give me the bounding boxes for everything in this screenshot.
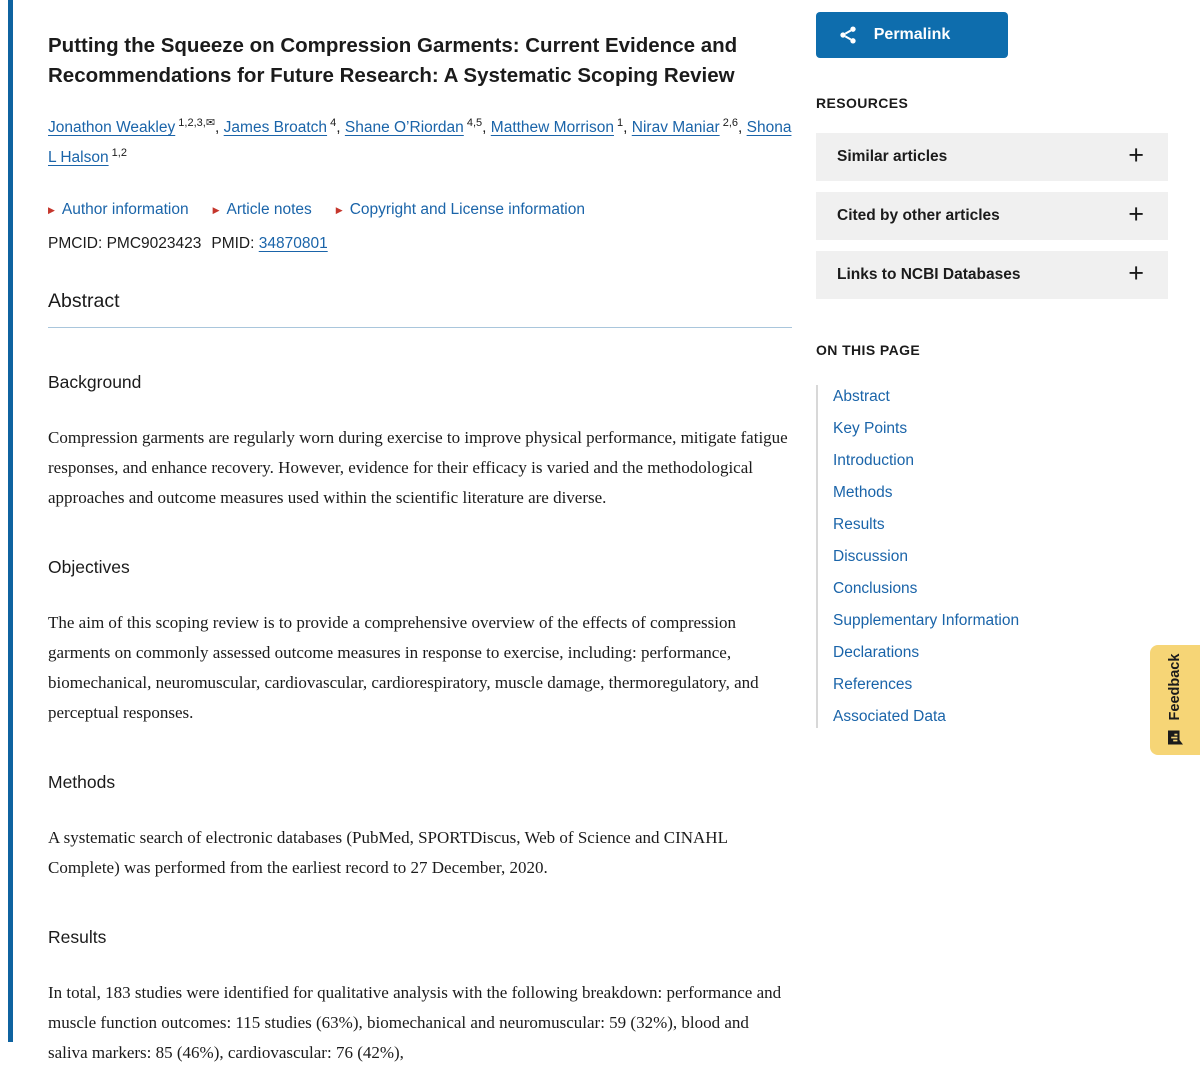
meta-link-author-information[interactable]: [48, 201, 189, 219]
page-accent-bar: [8, 0, 13, 1042]
section-paragraph: The aim of this scoping review is to provide a comprehensive overview of the effects of compression garments on commonly assessed outcome measures in response to exercise, including: performance, biomechanical, neuromuscular, cardiovascular, cardiorespiratory, muscle damage, thermoregulatory, and perceptual responses.: [48, 613, 759, 722]
article-ids: [48, 235, 792, 253]
pmid-link[interactable]: 34870801: [258, 235, 328, 252]
abstract-heading: Abstract: [48, 290, 792, 328]
toc-item: [833, 676, 1168, 694]
accordion-label: Similar articles: [837, 148, 948, 165]
share-icon: [838, 25, 858, 45]
author-list: Jonathon Weakley $^{1,2,3,✉}$, James Broatch $^4$, Shane O’Riordan $^{4,5}$, Matthew Morrison $^1$, Nirav Maniar $^{2,6}$, Shona L Halson $^{1,2}$: [48, 116, 792, 166]
plus-icon: +: [1128, 199, 1144, 229]
accordion-label: Cited by other articles: [837, 207, 1000, 224]
toc-list: [816, 385, 1168, 728]
author-link-jonathon-weakley[interactable]: Jonathon Weakley: [48, 119, 176, 136]
accordion-links-to-ncbi-databases[interactable]: [816, 251, 1168, 299]
page-title: Putting the Squeeze on Compression Garments: Current Evidence and Recommendations for Future Research: A Systematic Scoping Review: [48, 34, 738, 87]
toc-item: [833, 644, 1168, 662]
on-this-page-heading: ON THIS PAGE: [816, 342, 921, 358]
resources-heading: RESOURCES: [816, 95, 909, 111]
author-link-shane-o-riordan[interactable]: Shane O’Riordan: [344, 119, 464, 136]
toc-item: [833, 516, 1168, 534]
permalink-label: Permalink: [873, 26, 951, 43]
toc-link-declarations[interactable]: Declarations: [833, 644, 920, 661]
toc-item: [833, 612, 1168, 630]
author-superscript: 4,5: [463, 116, 483, 129]
accordion-label: Links to NCBI Databases: [837, 266, 1021, 283]
meta-link-article-notes[interactable]: [213, 201, 312, 219]
accordion-similar-articles[interactable]: [816, 133, 1168, 181]
section-heading-results: Results: [48, 927, 107, 947]
toc-link-introduction[interactable]: Introduction: [833, 452, 914, 469]
author-superscript: 2,6: [719, 116, 738, 129]
triangle-icon: ▶: [48, 204, 55, 215]
meta-links: [48, 201, 792, 219]
accordion-cited-by-other-articles[interactable]: [816, 192, 1168, 240]
feedback-inner: [1150, 645, 1200, 755]
permalink-button[interactable]: [816, 12, 1008, 58]
feedback-icon: [1167, 729, 1184, 746]
author-link-shona-l-halson[interactable]: Shona L Halson: [48, 119, 792, 166]
section-paragraph: A systematic search of electronic databases (PubMed, SPORTDiscus, Web of Science and CINAHL Complete) was performed from the earliest record to 27 December, 2020.: [48, 828, 728, 877]
toc-item: [833, 548, 1168, 566]
resources-accordions: [816, 133, 1168, 299]
triangle-icon: ▶: [212, 204, 220, 215]
feedback-label: Feedback: [1167, 653, 1183, 721]
article-main: [48, 0, 792, 1068]
triangle-icon: ▶: [335, 204, 343, 215]
toc-link-supplementary-information[interactable]: Supplementary Information: [833, 612, 1020, 629]
section-heading-objectives: Objectives: [48, 557, 130, 577]
pmcid-value: PMC9023423: [106, 235, 202, 252]
toc-link-key-points[interactable]: Key Points: [833, 420, 908, 437]
meta-link-text: Author information: [61, 201, 189, 218]
plus-icon: +: [1128, 258, 1144, 288]
meta-link-text: Article notes: [226, 201, 312, 218]
meta-link-text: Copyright and License information: [349, 201, 585, 218]
feedback-tab[interactable]: [1150, 645, 1200, 755]
author-superscript: 4: [327, 116, 337, 129]
toc-item: [833, 580, 1168, 598]
sidebar: [816, 0, 1168, 728]
pmid-label: PMID:: [211, 235, 259, 252]
toc-item: [833, 420, 1168, 438]
toc-link-methods[interactable]: Methods: [833, 484, 893, 501]
toc-item: [833, 708, 1168, 726]
toc-link-conclusions[interactable]: Conclusions: [833, 580, 918, 597]
author-superscript: 1,2,3,✉: [175, 116, 216, 129]
author-superscript: 1,2: [108, 146, 127, 159]
toc-link-references[interactable]: References: [833, 676, 913, 693]
toc-item: [833, 484, 1168, 502]
toc-link-associated-data[interactable]: Associated Data: [833, 708, 946, 725]
toc-item: [833, 452, 1168, 470]
section-heading-methods: Methods: [48, 772, 116, 792]
meta-link-copyright-and-license-information[interactable]: [336, 201, 585, 219]
toc-link-results[interactable]: Results: [833, 516, 885, 533]
section-paragraph: Compression garments are regularly worn during exercise to improve physical performance, mitigate fatigue responses, and enhance recovery. However, evidence for their efficacy is varied and the methodological approaches and outcome measures used within the scientific literature are diverse.: [48, 428, 788, 507]
author-link-matthew-morrison[interactable]: Matthew Morrison: [490, 119, 614, 136]
abstract-sections: [48, 372, 792, 1068]
toc-link-discussion[interactable]: Discussion: [833, 548, 908, 565]
author-link-nirav-maniar[interactable]: Nirav Maniar: [631, 119, 720, 136]
section-paragraph: In total, 183 studies were identified for qualitative analysis with the following breakdown: performance and muscle function outcomes: 115 studies (63%), biomechanical and neuromuscular: 59 (32%), blood and saliva markers: 85 (46%), cardiovascular: 76 (42%),: [48, 983, 782, 1062]
plus-icon: +: [1128, 140, 1144, 170]
author-link-james-broatch[interactable]: James Broatch: [223, 119, 328, 136]
section-heading-background: Background: [48, 372, 142, 392]
pmcid-label: PMCID:: [48, 235, 107, 252]
toc-item: [833, 388, 1168, 406]
toc-link-abstract[interactable]: Abstract: [833, 388, 890, 405]
author-superscript: 1: [613, 116, 624, 129]
